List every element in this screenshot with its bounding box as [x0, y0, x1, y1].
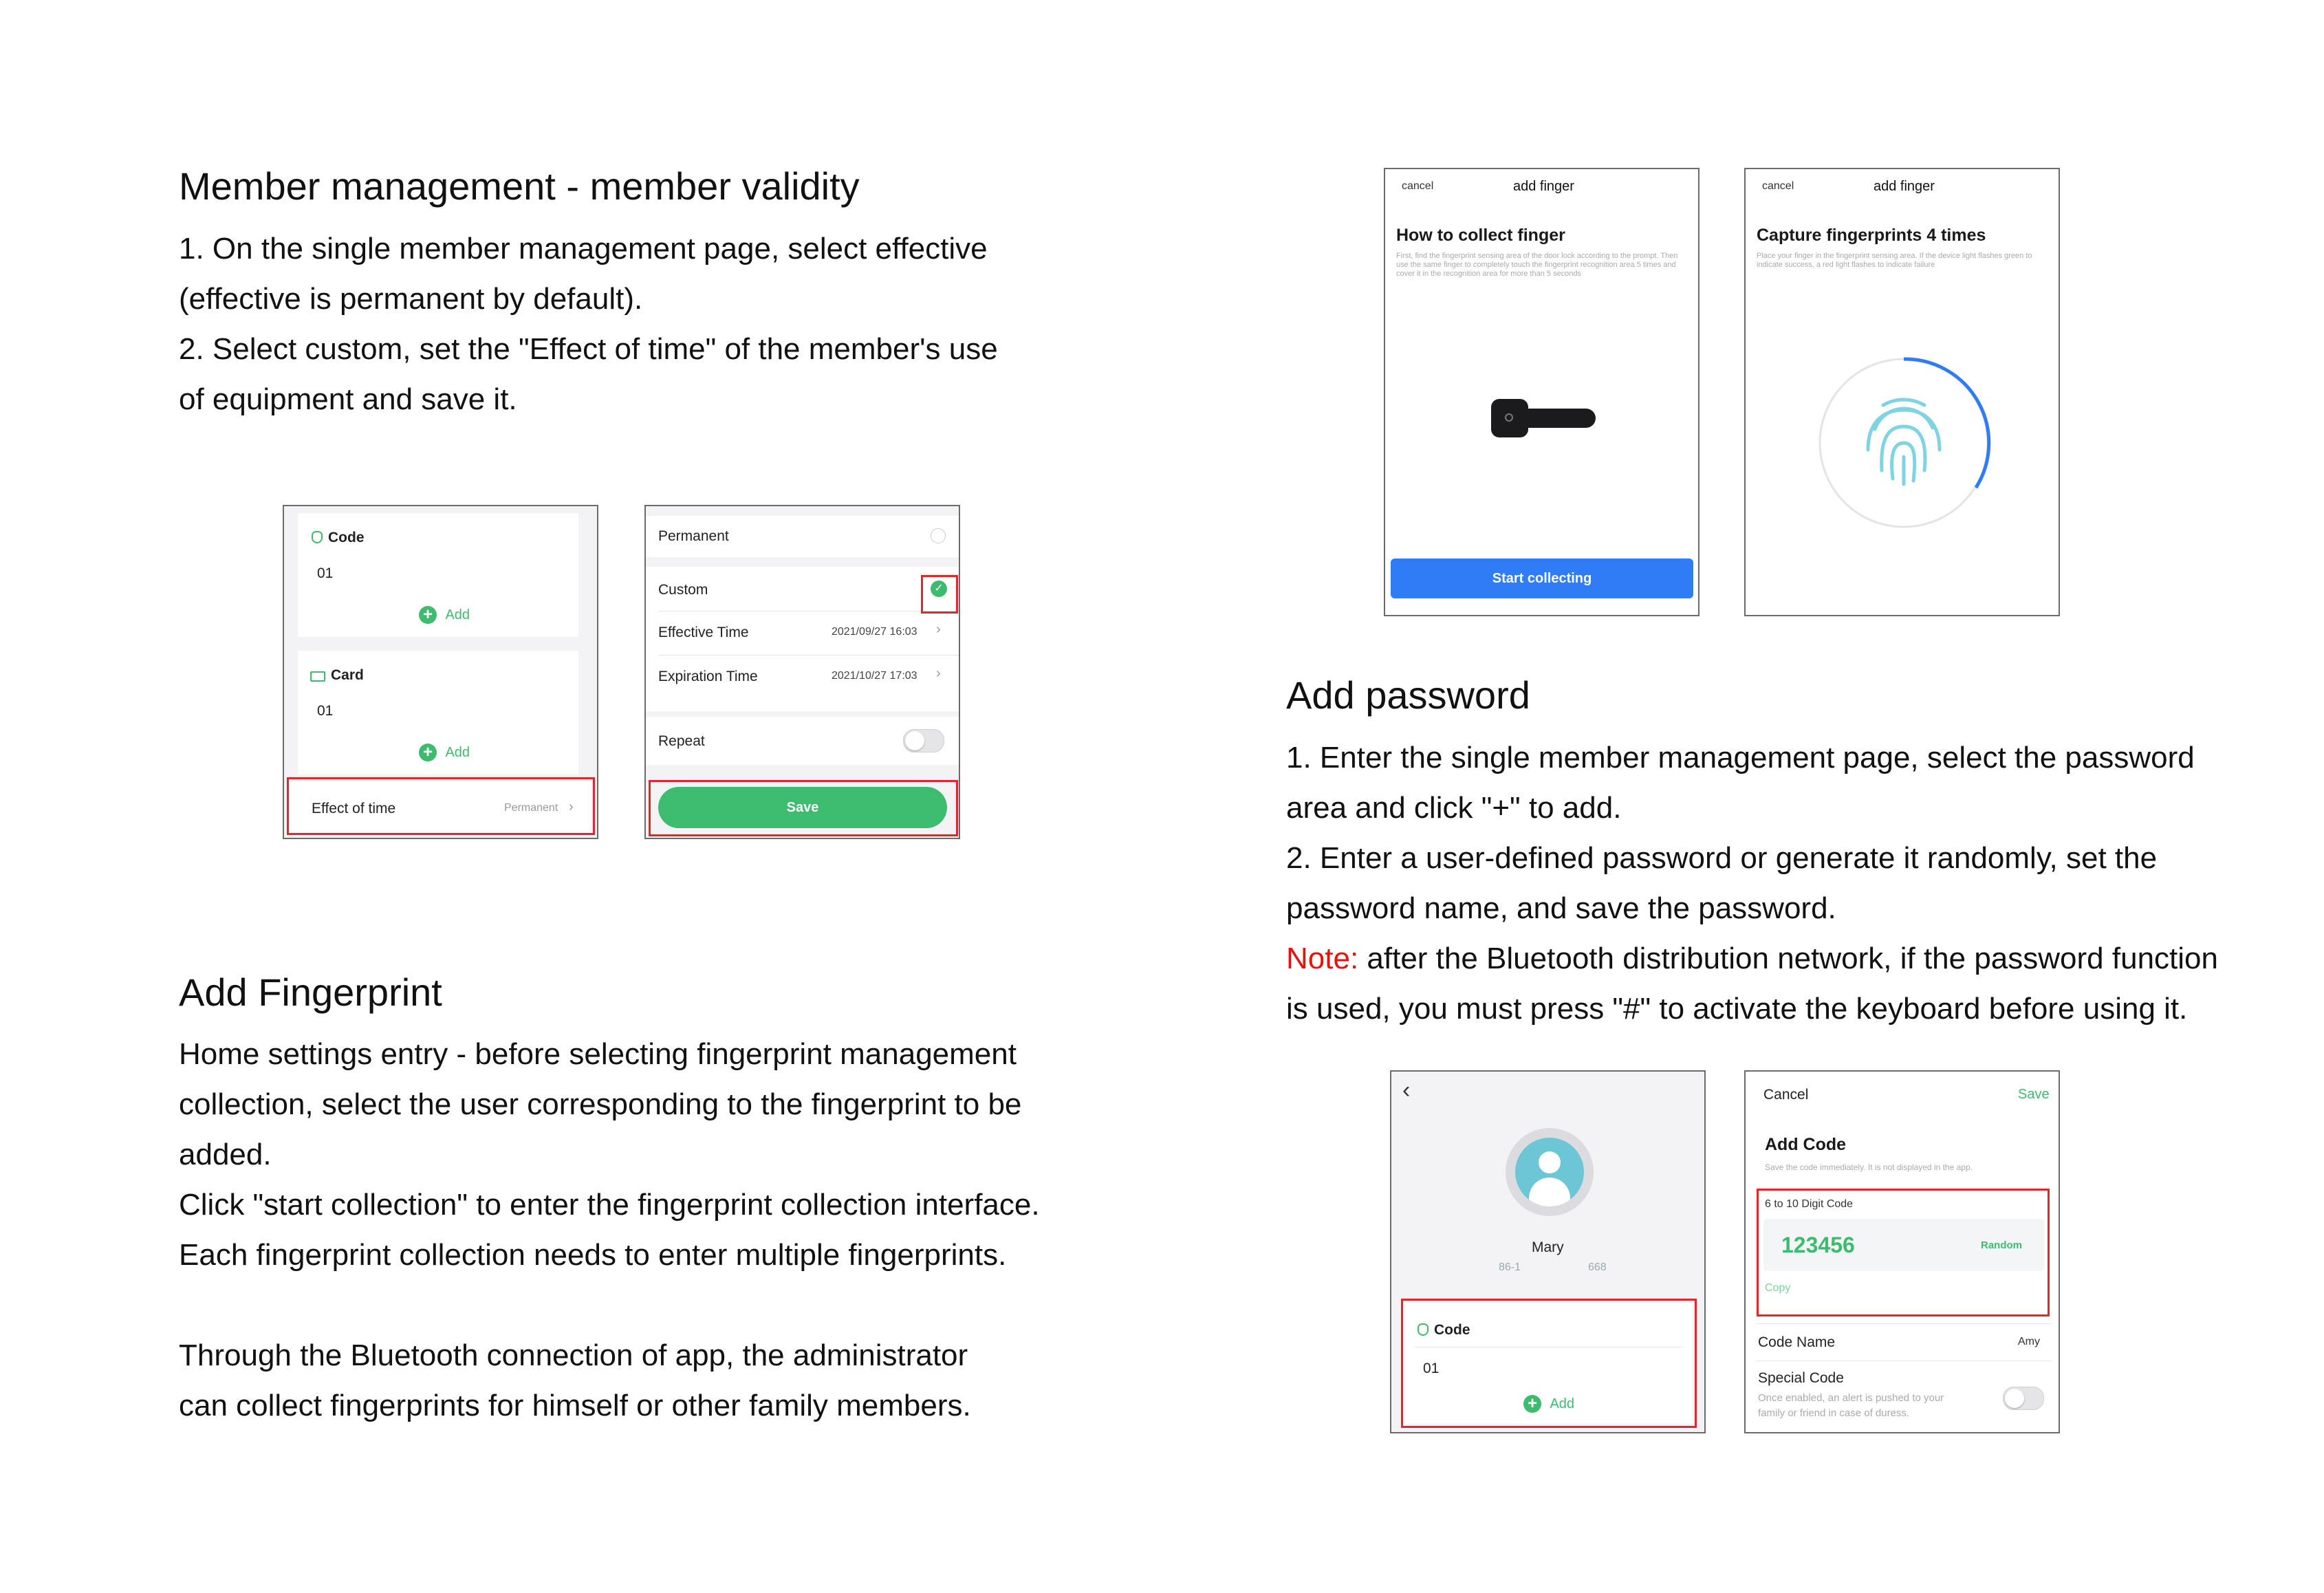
code-field-label: 6 to 10 Digit Code	[1765, 1198, 1854, 1210]
fingerprint-title: Add Fingerprint	[179, 971, 442, 1014]
effect-label: Effect of time	[312, 801, 396, 816]
add-code-button[interactable]	[419, 606, 470, 624]
fingerprint-line: Click "start collection" to enter the fingerprint collection interface.	[179, 1188, 1040, 1222]
back-icon[interactable]: ‹	[1402, 1077, 1411, 1103]
permanent-label: Permanent	[658, 528, 729, 544]
fingerprint-line: Home settings entry - before selecting fingerprint management	[179, 1037, 1017, 1071]
card-value: 01	[317, 703, 334, 719]
chevron-right-icon: ›	[569, 799, 574, 814]
repeat-row	[646, 717, 960, 765]
repeat-toggle[interactable]	[903, 729, 944, 752]
add-label: Add	[445, 607, 470, 622]
password-line: password name, and save the password.	[1286, 891, 1836, 925]
screen-desc: First, find the fingerprint sensing area of the door lock according to the prompt. Then use the same finger to completely touch the fingerprint recognition area 5 times and cover it in the recognition area for more than 5 seconds	[1396, 252, 1678, 278]
highlight-box	[1401, 1299, 1697, 1428]
expiration-time-row[interactable]	[646, 655, 960, 699]
card-icon	[310, 671, 325, 682]
password-line: 1. Enter the single member management page, select the password	[1286, 741, 2195, 774]
code-title: Code	[328, 530, 365, 545]
avatar-icon	[1515, 1138, 1584, 1206]
plus-icon: +	[419, 606, 437, 624]
fingerprint-progress-icon	[1814, 354, 1993, 532]
special-code-desc: Once enabled, an alert is pushed to your	[1758, 1392, 1944, 1404]
screen-sub: Save the code immediately. It is not displayed in the app.	[1765, 1162, 1973, 1172]
fingerprint-sensor-icon	[1505, 413, 1513, 422]
member-profile-screenshot	[1390, 1070, 1706, 1433]
member-line: 1. On the single member management page, select effective	[179, 232, 988, 266]
fingerprint-line: can collect fingerprints for himself or other family members.	[179, 1389, 971, 1422]
add-label: Add	[445, 744, 470, 760]
capture-finger-screenshot	[1744, 168, 2060, 616]
fingerprint-line: Each fingerprint collection needs to enter multiple fingerprints.	[179, 1238, 1007, 1272]
save-button[interactable]: Save	[658, 787, 947, 828]
fingerprint-line: collection, select the user corresponding to the fingerprint to be	[179, 1087, 1022, 1121]
password-line: area and click "+" to add.	[1286, 791, 1622, 825]
door-lock-icon	[1491, 399, 1528, 437]
effect-value: Permanent	[504, 802, 558, 814]
copy-button[interactable]: Copy	[1765, 1282, 1791, 1294]
check-icon[interactable]: ✓	[931, 581, 947, 597]
code-name-value: Amy	[2018, 1336, 2040, 1347]
member-title: Member management - member validity	[179, 164, 860, 208]
screen-heading: Capture fingerprints 4 times	[1757, 226, 1986, 245]
member-line: (effective is permanent by default).	[179, 282, 643, 316]
add-finger-screenshot	[1384, 168, 1699, 616]
special-code-label: Special Code	[1758, 1370, 1844, 1386]
code-title: Code	[1434, 1322, 1470, 1338]
plus-icon: +	[1523, 1395, 1541, 1413]
shield-icon	[312, 531, 323, 543]
screen-desc: Place your finger in the fingerprint sensing area. If the device light flashes green to indicate success, a red light flashes to indicate failure	[1757, 252, 2032, 269]
expiration-value: 2021/10/27 17:03	[832, 670, 917, 682]
note-label: Note:	[1286, 942, 1359, 975]
validity-screenshot	[644, 505, 960, 839]
start-collecting-button[interactable]: Start collecting	[1391, 559, 1693, 598]
screen-heading: Add Code	[1765, 1135, 1847, 1154]
chevron-right-icon: ›	[936, 622, 941, 637]
effective-label: Effective Time	[658, 625, 749, 640]
cancel-button[interactable]: Cancel	[1763, 1087, 1809, 1103]
member-line: 2. Select custom, set the "Effect of time" of the member's use	[179, 332, 998, 366]
password-line: 2. Enter a user-defined password or generate it randomly, set the	[1286, 841, 2158, 875]
add-card-button[interactable]	[419, 744, 470, 761]
highlight-box	[649, 780, 958, 836]
chevron-right-icon: ›	[936, 666, 941, 681]
screen-heading: How to collect finger	[1396, 226, 1565, 245]
member-stat: 86-1	[1499, 1261, 1521, 1273]
password-text	[1286, 733, 2277, 1034]
cancel-button[interactable]: cancel	[1762, 180, 1794, 192]
note-text: after the Bluetooth distribution network, if the password function	[1358, 942, 2218, 975]
permanent-option[interactable]	[646, 516, 960, 557]
member-name: Mary	[1532, 1239, 1564, 1255]
password-note	[1286, 933, 2277, 984]
radio-icon[interactable]	[931, 528, 946, 543]
add-label: Add	[1550, 1396, 1575, 1411]
screen-title: add finger	[1874, 179, 1935, 194]
repeat-label: Repeat	[658, 733, 705, 749]
code-input-value: 123456	[1781, 1233, 1855, 1257]
effective-value: 2021/09/27 16:03	[832, 626, 917, 638]
fingerprint-text	[179, 1029, 1128, 1431]
effective-time-row[interactable]	[646, 611, 960, 655]
code-card	[298, 513, 578, 637]
card-title: Card	[331, 667, 364, 683]
fingerprint-line: added.	[179, 1138, 272, 1171]
password-title: Add password	[1286, 673, 1530, 717]
code-name-label: Code Name	[1758, 1334, 1836, 1350]
card-card	[298, 651, 578, 774]
custom-section	[646, 567, 960, 711]
random-button[interactable]: Random	[1981, 1239, 2022, 1251]
member-stat: 668	[1588, 1261, 1607, 1273]
save-button[interactable]: Save	[2018, 1087, 2050, 1102]
code-value: 01	[317, 565, 334, 581]
password-note-line: is used, you must press "#" to activate the keyboard before using it.	[1286, 992, 2188, 1026]
special-code-desc: family or friend in case of duress.	[1758, 1407, 1910, 1419]
highlight-box	[921, 575, 958, 614]
code-name-row[interactable]	[1746, 1325, 2060, 1359]
expiration-label: Expiration Time	[658, 669, 758, 684]
screen-title: add finger	[1513, 179, 1574, 194]
plus-icon: +	[419, 744, 437, 761]
member-detail-screenshot	[283, 505, 598, 839]
highlight-box	[1757, 1189, 2050, 1316]
member-text	[179, 224, 1114, 424]
member-line: of equipment and save it.	[179, 382, 517, 416]
code-value: 01	[1423, 1361, 1440, 1376]
highlight-box	[287, 777, 595, 835]
divider	[1757, 1323, 2051, 1324]
special-code-toggle[interactable]	[2003, 1387, 2044, 1410]
custom-label: Custom	[658, 582, 708, 598]
fingerprint-line: Through the Bluetooth connection of app, the administrator	[179, 1339, 968, 1372]
add-code-screenshot	[1744, 1070, 2060, 1433]
avatar	[1506, 1128, 1594, 1216]
cancel-button[interactable]: cancel	[1402, 180, 1434, 192]
